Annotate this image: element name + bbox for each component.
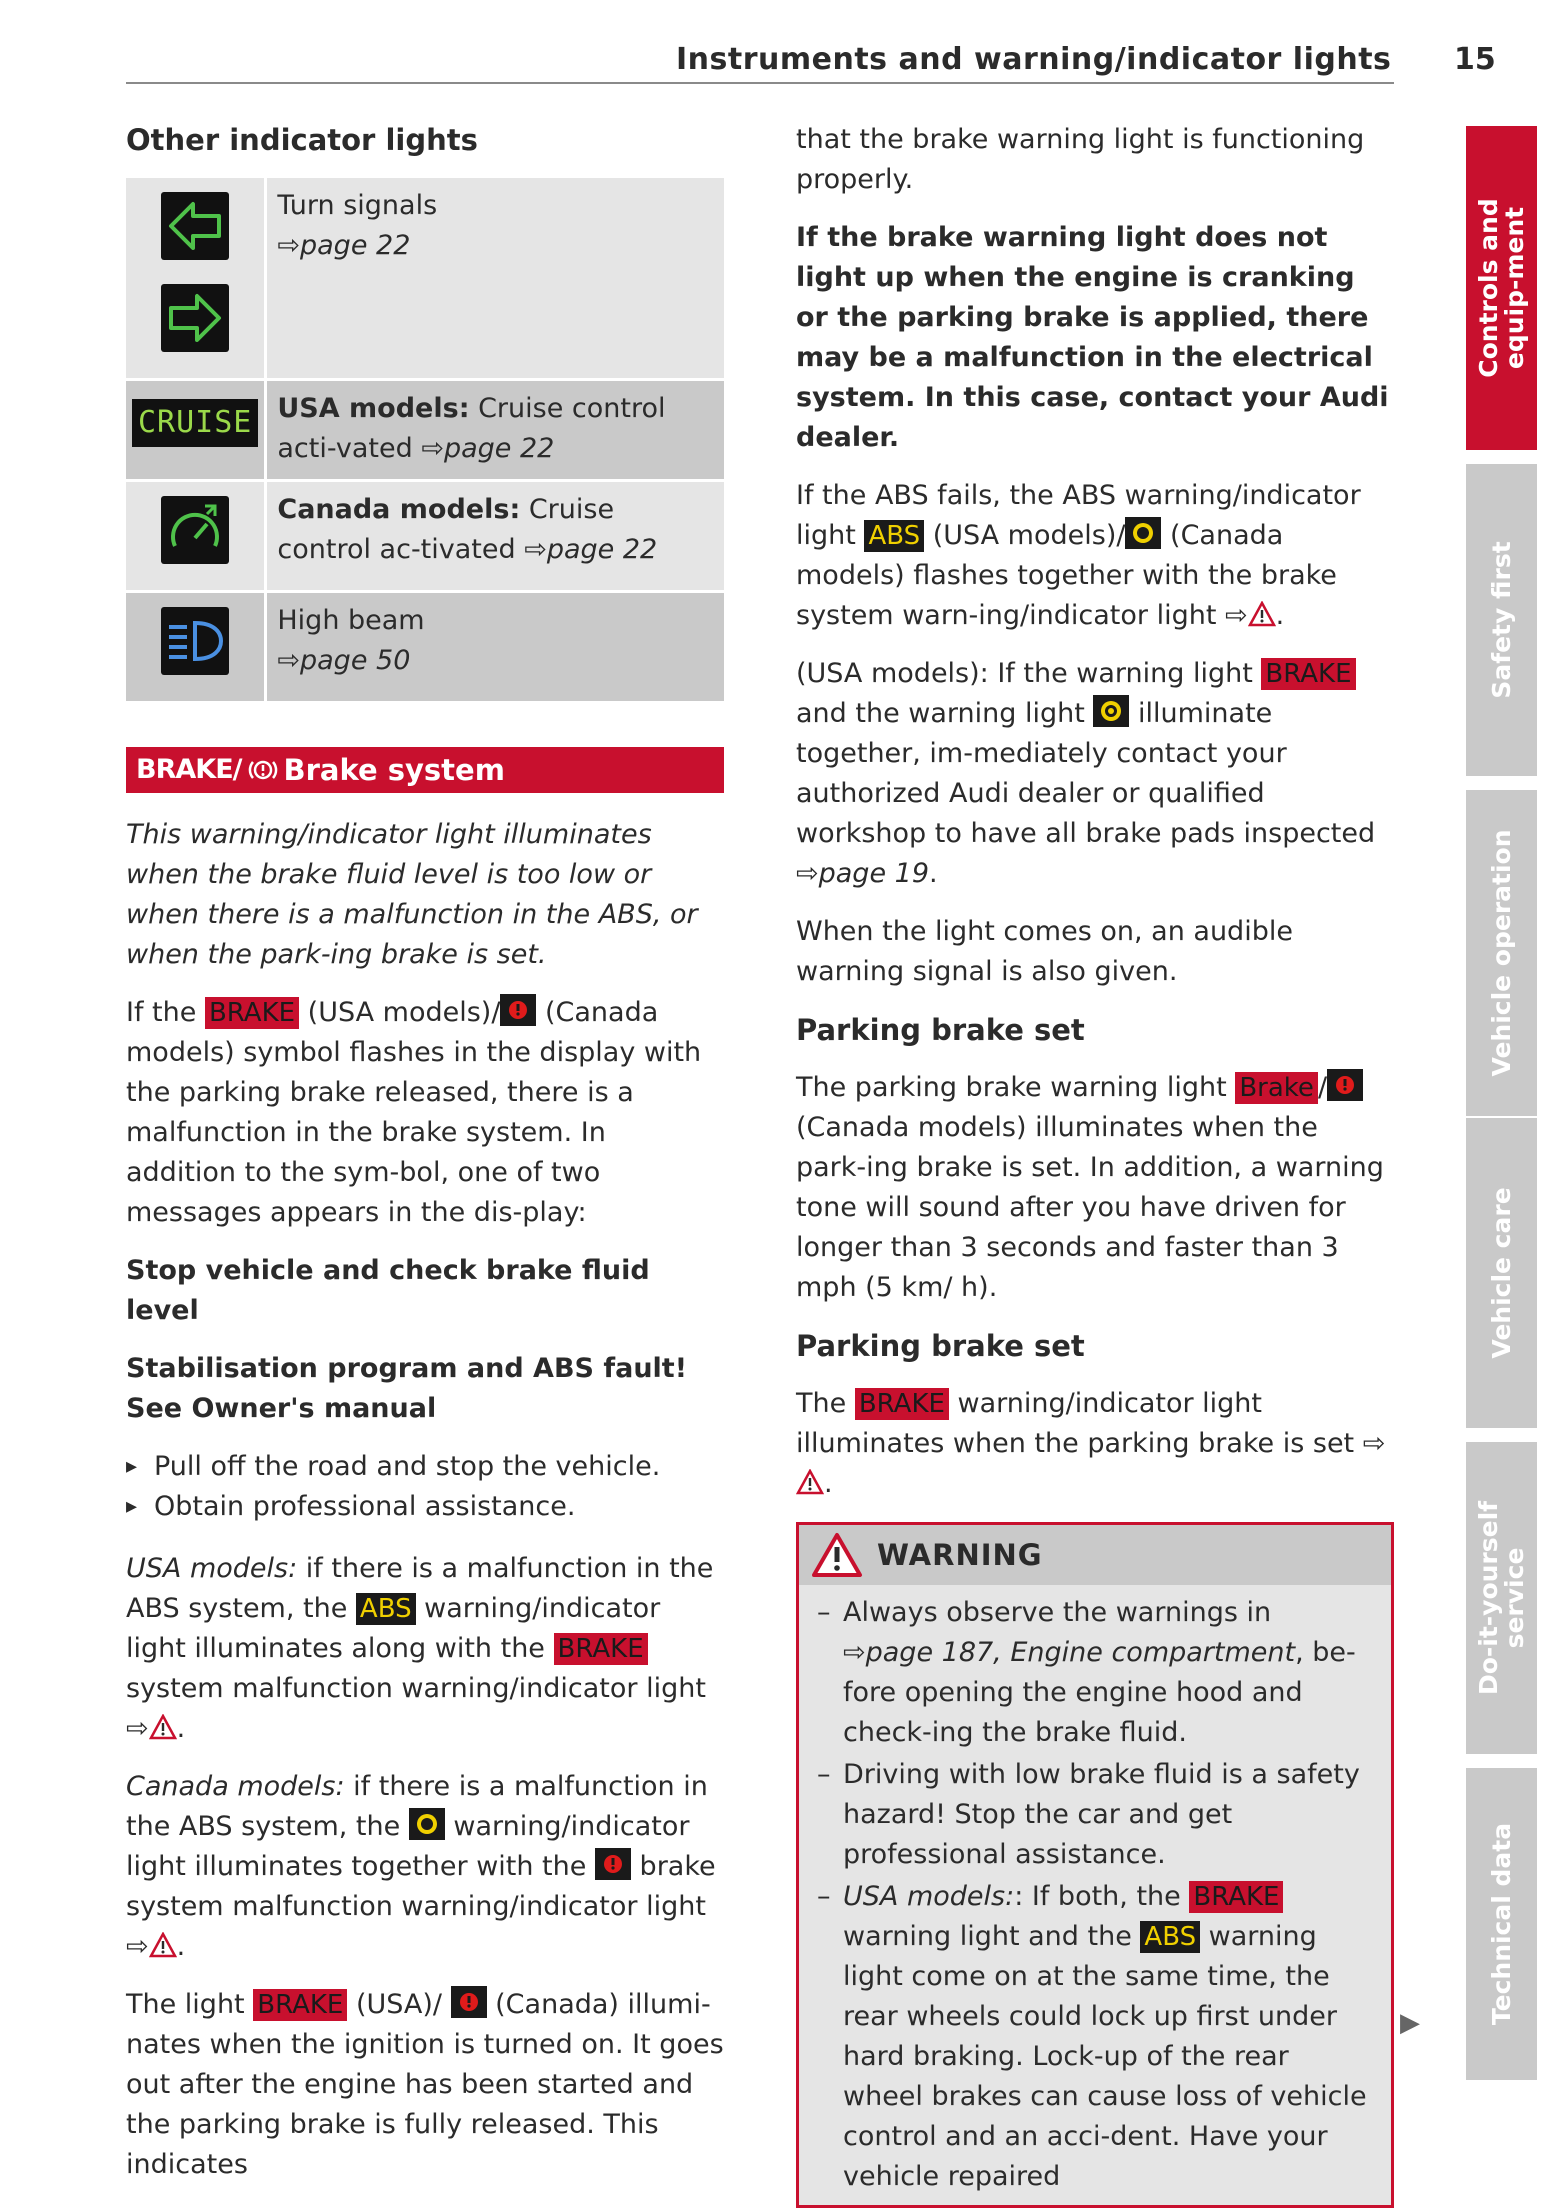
text: (Canada models) illuminates when the park-ing brake is set. In addition, a warning tone will sound after you have driven for longer than 3 seconds and faster than 3 mph (5 km/ h).	[796, 1112, 1384, 1303]
link-arrow: ⇨	[843, 1637, 866, 1668]
link-arrow: ⇨	[126, 1931, 149, 1962]
warning-triangle-icon[interactable]	[149, 1714, 177, 1740]
tab-do-it-yourself-service[interactable]	[1466, 1442, 1537, 1754]
text: warning light come on at the same time, the rear wheels could lock up first under hard braking. Lock-up of the rear wheel brakes can cause loss of vehicle control and an acci-dent. Have your vehicle repaired	[843, 1921, 1367, 2192]
link-arrow: ⇨	[421, 433, 444, 464]
text: (USA models)/	[924, 520, 1126, 551]
brake-system-bar	[126, 747, 724, 793]
page-link[interactable]: page 22	[546, 534, 658, 565]
text: and the warning light	[796, 698, 1094, 729]
canada-abs-paragraph: Canada models: if there is a malfunction in the ABS system, the warning/indicator light illuminates together with the brake system malfunction warning/indicator light ⇨ .	[126, 1771, 716, 1962]
continued-paragraph: that the brake warning light is functioning properly.	[796, 124, 1365, 195]
warning-triangle-icon[interactable]	[1248, 601, 1276, 627]
brake-symbol: BRAKE	[1261, 658, 1355, 690]
right-column	[796, 120, 1394, 2208]
link-arrow: ⇨	[796, 858, 819, 889]
abs-circle-icon	[1125, 517, 1161, 549]
warning-body	[799, 1585, 1391, 2205]
text: system malfunction warning/indicator light	[126, 1673, 706, 1704]
warning-triangle-icon[interactable]	[796, 1469, 824, 1495]
page-link[interactable]: page 22	[300, 230, 411, 261]
abs-symbol: ABS	[356, 1593, 416, 1625]
tab-technical-data[interactable]	[1466, 1768, 1537, 2080]
tab-label: Vehicle care	[1486, 1187, 1516, 1359]
cruise-icon-cell	[126, 378, 267, 479]
text: If the	[126, 997, 205, 1028]
brake-symbol: BRAKE	[554, 1633, 648, 1665]
abs-symbol: ABS	[1140, 1921, 1200, 1953]
brake-system-title: Brake system	[283, 753, 505, 787]
list-item: – Driving with low brake fluid is a safety hazard! Stop the car and get professional assistance.	[817, 1755, 1369, 1875]
other-indicator-heading: Other indicator lights	[126, 123, 478, 157]
link-arrow: ⇨	[1362, 1428, 1386, 1459]
text: if there is a malfunction in the ABS system, the	[126, 1771, 708, 1842]
turn-signals-label: Turn signals	[277, 190, 438, 221]
high-beam-label: High beam	[277, 605, 425, 636]
message-1: Stop vehicle and check brake fluid level	[126, 1255, 650, 1326]
brake-circle-icon	[248, 755, 278, 785]
canada-models-label: Canada models:	[126, 1771, 345, 1802]
warning-triangle-icon	[811, 1532, 863, 1578]
action-list	[126, 1447, 724, 1527]
left-column	[126, 120, 724, 2203]
abs-circle-icon	[409, 1808, 445, 1840]
text: warning light and the	[843, 1921, 1141, 1952]
text: , be-fore opening the engine hood and check-ing the brake fluid.	[843, 1637, 1356, 1748]
parking-brake-heading-1: Parking brake set	[796, 1013, 1085, 1047]
brake-circle-icon	[1327, 1069, 1363, 1101]
tab-safety-first[interactable]	[1466, 464, 1537, 776]
link-arrow: ⇨	[524, 534, 547, 565]
usa-brake-pads-paragraph: (USA models): If the warning light BRAKE and the warning light illuminate together, im-mediately contact your authorized Audi dealer or qualified workshop to have all brake pads inspected ⇨page 19.	[796, 658, 1376, 889]
text: warning/indicator light illuminates when the parking brake is set	[796, 1388, 1363, 1459]
table-row	[126, 479, 724, 590]
brake-pad-icon	[1093, 695, 1129, 727]
parking-brake-paragraph-2: The BRAKE warning/indicator light illuminates when the parking brake is set ⇨.	[796, 1388, 1386, 1499]
canada-models-label: Canada models:	[277, 494, 521, 525]
text: if there is a malfunction in the ABS system, the	[126, 1553, 714, 1624]
tab-label: Do-it-yourself service	[1473, 1500, 1529, 1696]
high-beam-icon	[161, 607, 229, 675]
text: Always observe the warnings in	[843, 1597, 1272, 1628]
bold-warning-paragraph: If the brake warning light does not light up when the engine is cranking or the parking brake is applied, there may be a malfunction in the electrical system. In this case, contact your Audi dealer.	[796, 222, 1389, 453]
text: warning/indicator light illuminates together with the	[126, 1811, 690, 1882]
usa-models-label: USA models:	[843, 1881, 1015, 1912]
page-link[interactable]: page 22	[443, 433, 555, 464]
text: illuminate together, im-mediately contact your authorized Audi dealer or qualified workshop to have all brake pads inspected	[796, 698, 1376, 849]
page-link[interactable]: page 19	[818, 858, 929, 889]
turn-left-icon	[161, 192, 229, 260]
cruise-usa-cell	[267, 378, 724, 479]
tab-label: Safety first	[1486, 541, 1516, 699]
speedometer-icon-cell	[126, 479, 267, 590]
text: (Canada models) symbol flashes in the display with the parking brake released, there is a malfunction in the brake system. In addition to the sym-bol, one of two messages appears in the dis-play:	[126, 997, 702, 1228]
list-item: ▸ Pull off the road and stop the vehicle.	[126, 1447, 724, 1487]
text: (USA models)/	[299, 997, 501, 1028]
brake-intro: This warning/indicator light illuminates when the brake fluid level is too low or when there is a malfunction in the ABS, or when the park-ing brake is set.	[126, 819, 698, 970]
audible-paragraph: When the light comes on, an audible warning signal is also given.	[796, 916, 1293, 987]
text: If the ABS fails, the ABS warning/indicator light	[796, 480, 1361, 551]
text: (USA models): If the warning light	[796, 658, 1262, 689]
parking-brake-heading-2: Parking brake set	[796, 1329, 1085, 1363]
text: warning/indicator light illuminates along with the	[126, 1593, 661, 1664]
brake-circle-icon	[451, 1986, 487, 2018]
page-number: 15	[1454, 42, 1496, 77]
page-link[interactable]: page 187, Engine compartment	[865, 1637, 1296, 1668]
abs-symbol: ABS	[864, 520, 924, 552]
tab-label: Vehicle operation	[1486, 829, 1516, 1077]
table-row	[126, 378, 724, 479]
brake-circle-icon	[500, 994, 536, 1026]
usa-abs-paragraph: USA models: if there is a malfunction in the ABS system, the ABS warning/indicator light illuminates along with the BRAKE system malfunction warning/indicator light ⇨ .	[126, 1553, 714, 1744]
tab-vehicle-operation[interactable]	[1466, 790, 1537, 1116]
tab-vehicle-care[interactable]	[1466, 1118, 1537, 1428]
text: brake system malfunction warning/indicator light	[126, 1851, 716, 1922]
warning-box	[796, 1522, 1394, 2208]
abs-fail-paragraph: If the ABS fails, the ABS warning/indicator light ABS (USA models)/ (Canada models) flashes together with the brake system warn-ing/indicator light ⇨ .	[796, 480, 1361, 631]
brake-symbol: BRAKE/	[136, 754, 242, 785]
text: (Canada) illumi-nates when the ignition is turned on. It goes out after the engine has been started and the parking brake is fully released. This indicates	[126, 1989, 724, 2180]
text: : If both, the	[1014, 1881, 1190, 1912]
brake-symbol: BRAKE	[205, 997, 299, 1029]
list-item: ▸ Obtain professional assistance.	[126, 1487, 724, 1527]
high-beam-icon-cell	[126, 590, 267, 701]
warning-triangle-icon[interactable]	[149, 1932, 177, 1958]
text: The	[796, 1388, 855, 1419]
high-beam-cell	[267, 590, 724, 701]
tab-label: Controls and equip-ment	[1473, 198, 1529, 378]
list-item	[817, 1593, 1369, 1753]
link-arrow: ⇨	[277, 645, 300, 676]
header-rule	[126, 82, 1394, 84]
brake-symbol: Brake	[1235, 1072, 1318, 1104]
indicator-table	[126, 178, 724, 701]
text: (Canada models) flashes together with the brake system warn-ing/indicator light	[796, 520, 1337, 631]
warning-header	[799, 1525, 1391, 1585]
text: (USA)/	[347, 1989, 451, 2020]
page-link[interactable]: page 50	[300, 645, 411, 676]
usa-models-label: USA models:	[277, 393, 470, 424]
brake-symbol: BRAKE	[855, 1388, 949, 1420]
next-page-arrow-icon[interactable]: ▶	[1400, 2008, 1420, 2038]
parking-brake-paragraph-1: The parking brake warning light Brake / (Canada models) illuminates when the park-ing brake is set. In addition, a warning tone will sound after you have driven for longer than 3 seconds and faster than 3 mph (5 km/ h).	[796, 1068, 1394, 1308]
message-2: Stabilisation program and ABS fault! See Owner's manual	[126, 1353, 688, 1424]
table-row	[126, 590, 724, 701]
turn-signals-cell	[267, 178, 724, 378]
cruise-icon: CRUISE	[132, 399, 258, 447]
cruise-canada-text: Cruise control ac-tivated	[277, 494, 615, 565]
tab-label: Technical data	[1486, 1822, 1516, 2026]
cruise-usa-text: Cruise control acti-vated	[277, 393, 666, 464]
cruise-canada-cell	[267, 479, 724, 590]
brake-symbol: BRAKE	[1189, 1881, 1283, 1913]
speedometer-icon	[161, 496, 229, 564]
link-arrow: ⇨	[1225, 600, 1248, 631]
link-arrow: ⇨	[277, 230, 300, 261]
light-paragraph	[126, 1985, 724, 2185]
usa-models-label: USA models:	[126, 1553, 298, 1584]
tab-controls-and-equipment[interactable]	[1466, 126, 1537, 450]
turn-signal-icons	[126, 178, 267, 378]
warning-title: WARNING	[877, 1538, 1043, 1572]
turn-right-icon	[161, 284, 229, 352]
link-arrow: ⇨	[126, 1713, 149, 1744]
text: The parking brake warning light	[796, 1072, 1236, 1103]
brake-paragraph-1	[126, 993, 724, 1233]
table-row	[126, 178, 724, 378]
header-title: Instruments and warning/indicator lights	[676, 42, 1392, 77]
text: The light	[126, 1989, 254, 2020]
brake-symbol: BRAKE	[253, 1989, 347, 2021]
brake-circle-icon	[595, 1848, 631, 1880]
list-item	[817, 1877, 1369, 2197]
